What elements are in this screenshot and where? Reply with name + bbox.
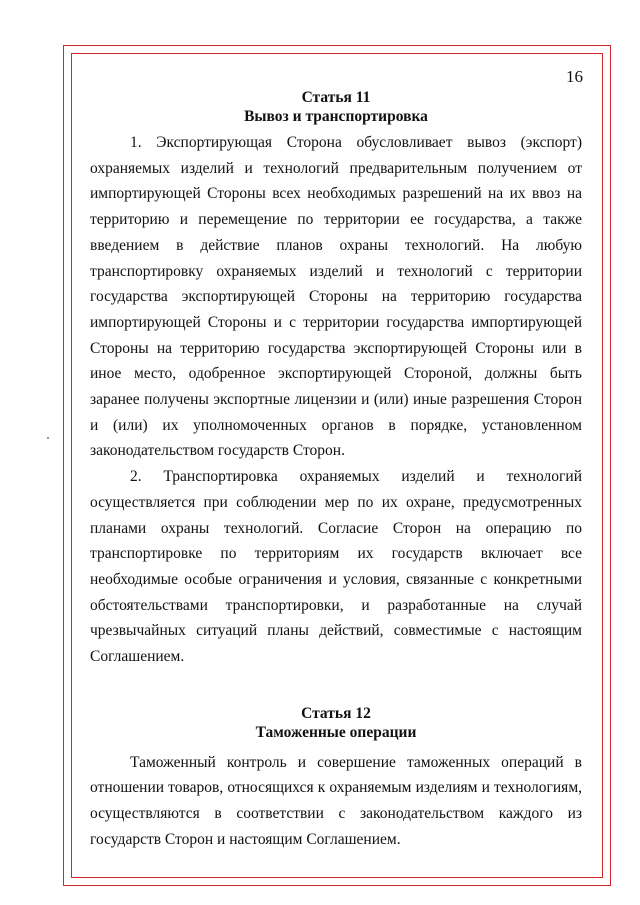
scan-speck (47, 437, 49, 439)
article-11 (90, 88, 582, 670)
article-12-title: Таможенные операции (255, 723, 417, 741)
article-11-title: Вывоз и транспортировка (244, 108, 428, 125)
document-body (90, 88, 582, 853)
page-number: 16 (566, 67, 583, 86)
article-11-paragraph-1: 1. Экспортирующая Сторона обусловливает вывоз (экспорт) охраняемых изделий и технологий предварительным получением от импортирующей Стороны всех необходимых разрешений на их ввоз на территорию и перемещение по территории ее государства, а также введением в действие планов охраны технологий. На любую транспортировку охраняемых изделий и технологий с территории государства экспортирующей Стороны на территорию государства импортирующей Стороны и с территории государства импортирующей Стороны на территорию государства экспортирующей Стороны или в иное место, одобренное экспортирующей Стороной, должны быть заранее получены экспортные лицензии и (или) иные разрешения Сторон и (или) их уполномоченных органов в порядке, установленном законодательством государств Сторон. (90, 134, 582, 460)
article-12-heading (90, 704, 582, 742)
article-11-paragraph-2: 2. Транспортировка охраняемых изделий и технологий осуществляется при соблюдении мер по их охране, предусмотренных планами охраны технологий. Согласие Сторон на операцию по транспортировке по территориям их государств включает все необходимые особые ограничения и условия, связанные с конкретными обстоятельствами транспортировки, и разработанные на случай чрезвычайных ситуаций планы действий, совместимые с настоящим Соглашением. (90, 468, 582, 666)
article-11-number: Статья 11 (301, 89, 371, 106)
article-12-paragraph-1: Таможенный контроль и совершение таможенных операций в отношении товаров, относящихся к охраняемым изделиям и технологиям, осуществляются в соответствии с законодательством каждого из государств Сторон и настоящим Соглашением. (90, 753, 582, 848)
article-12 (90, 704, 582, 853)
article-12-number: Статья 12 (301, 704, 371, 722)
article-11-heading (90, 88, 582, 126)
